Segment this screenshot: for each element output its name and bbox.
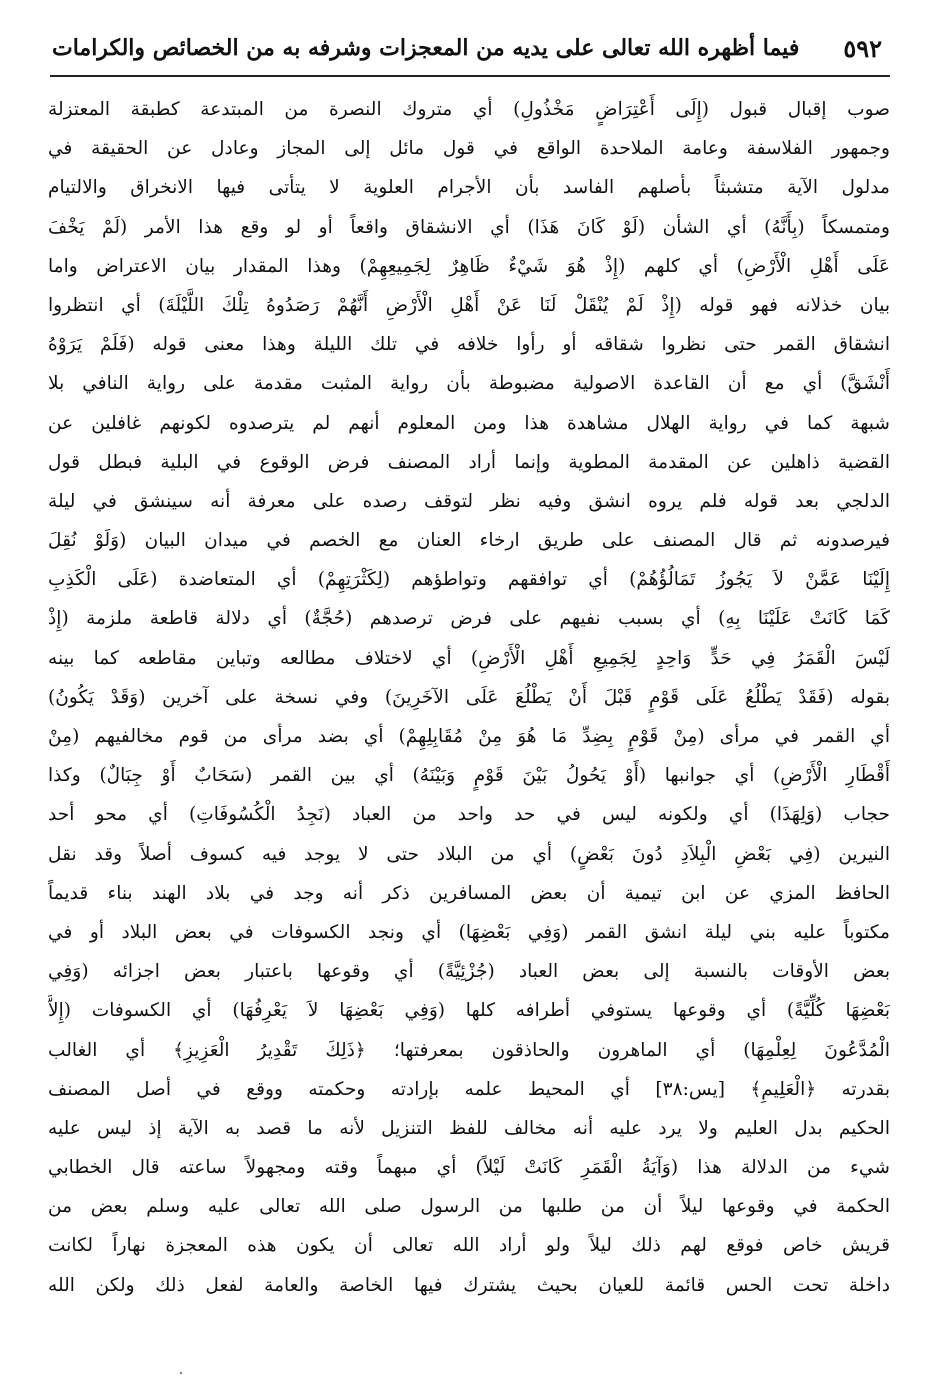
- text-line: [48, 795, 890, 834]
- text-line-content: النيرين (فِي بَعْضِ الْبِلاَدِ دُونَ بَعْضٍ) أي من البلاد حتى لا يوجد فيه كسوف أصلاً وقد نقل: [48, 843, 890, 865]
- text-line: [48, 1109, 890, 1148]
- text-line-content: مدلول الآية متشبثاً بأصلهم الفاسد بأن الأجرام العلوية لا يتأتى فيها الانخراق والالتيام: [48, 177, 890, 199]
- text-line: [48, 756, 890, 795]
- text-line-content: بعض الأوقات بالنسبة إلى بعض العباد (جُزْئِيَّةً) أي وقوعها باعتبار بعض اجزائه (وَفِي: [48, 961, 890, 983]
- scan-speck: [180, 1372, 182, 1374]
- text-line: [48, 129, 890, 168]
- text-line: [48, 325, 890, 364]
- text-line-content: أي القمر في مرأى (مِنْ قَوْمٍ بِضِدِّ مَا هُوَ مِنْ مُقَابِلِهِمْ) أي بضد مرأى من قوم مخالفيهم (مِنْ: [48, 726, 890, 747]
- text-line: [48, 639, 890, 678]
- text-line-content: مكتوباً عليه بني ليلة انشق القمر (وَفِي بَعْضِهَا) أي ونجد الكسوفات في بعض البلاد أو في: [48, 921, 890, 943]
- page-number: ٥٩٢: [843, 33, 882, 63]
- text-line: [48, 952, 890, 991]
- text-line: [48, 1226, 890, 1265]
- text-line-content: لَيْسَ الْقَمَرُ فِي حَدٍّ وَاحِدٍ لِجَمِيعِ أَهْلِ الْأَرْضِ) أي لاختلاف مطالعه وتباين مقاطعه كما بينه: [48, 647, 890, 669]
- text-line-content: الحافظ المزي عن ابن تيمية أن بعض المسافرين ذكر أنه وجد في بلاد الهند بناء قديماً: [48, 882, 890, 904]
- page-header: [52, 28, 882, 68]
- text-line-content: صوب إقبال قبول (إِلَى أَعْتِرَاضٍ مَخْذُولِ) أي متروك النصرة من المبتدعة كطبقة المعتزلة: [48, 99, 890, 120]
- text-line-content: عَلَى أَهْلِ الْأَرْضِ) أي كلهم (إِذْ هُوَ شَيْءٌ ظَاهِرٌ لِجَمِيعِهِمْ) وهذا المقدار بيان الاعتراض واما: [48, 255, 890, 277]
- text-line-content: شيء من الدلالة هذا (وَآيَةُ الْقَمَرِ كَانَتْ لَيْلاً) أي مبهماً وقته ومجهولاً ساعته قال الخطابي: [48, 1157, 890, 1179]
- text-line: [48, 1305, 890, 1344]
- main-text: [48, 90, 890, 1344]
- text-line-content: انشقاق القمر حتى نظروا شقاقه أو رأوا خلافه في تلك الليلة وهذا معنى قوله (فَلَمْ يَرَوْهُ: [48, 334, 890, 356]
- text-line: [48, 1070, 890, 1109]
- text-line: [48, 560, 890, 599]
- text-line: [48, 521, 890, 560]
- text-line: [48, 1266, 890, 1305]
- text-line-content: بيان خذلانه فهو قوله (إِذْ لَمْ يُنْقَلْ لَنَا عَنْ أَهْلِ الْأَرْضِ أَنَّهُمْ رَصَدُوهُ تِلْكَ اللَّيْلَةَ) أي انتظروا: [48, 294, 890, 316]
- text-line-content: شبهة كما في رواية الهلال مشاهدة هذا ومن المعلوم أنهم لم يترصدوه لكونهم غافلين عن: [48, 412, 890, 434]
- text-line: [48, 874, 890, 913]
- text-line: [48, 168, 890, 207]
- text-line-content: قريش خاص فوقع لهم ذلك ليلاً ولو أراد الله تعالى أن يكون هذه المعجزة نهاراً لكانت: [48, 1235, 890, 1257]
- text-line: [48, 1148, 890, 1187]
- text-line: [48, 835, 890, 874]
- text-line: [48, 599, 890, 638]
- text-line: [48, 364, 890, 403]
- text-line: [48, 90, 890, 129]
- text-line-content: ومتمسكاً (بِأَنَّهُ) أي الشأن (لَوْ كَانَ هَذَا) أي الانشقاق واقعاً أو لو وقع هذا الأمر (لَمْ يَخْفَ: [48, 216, 890, 238]
- text-line: [48, 404, 890, 443]
- text-line-content: فيرصدونه ثم قال المصنف على طريق ارخاء العنان مع الخصم في ميدان البيان (وَلَوْ نُقِلَ: [48, 530, 890, 552]
- text-line-content: بَعْضِهَا كُلِّيَّةً) أي وقوعها يستوفي أطرافه كلها (وَفِي بَعْضِهَا لاَ يَعْرِفُهَا) أي الكسوفات (إِلاَّ: [48, 1000, 890, 1022]
- text-line-content: كَمَا كَانَتْ عَلَيْنَا بِهِ) أي بسبب نفيهم على فرض ترصدهم (حُجَّةٌ) أي دلالة قاطعة ملزمة (إِذْ: [48, 608, 890, 630]
- text-line: [48, 247, 890, 286]
- text-line-content: داخلة تحت الحس قائمة للعيان بحيث يشترك فيها الخاصة والعامة لفعل ذلك ولكن الله: [48, 1274, 890, 1296]
- text-line-content: بقدرته ﴿الْعَلِيمِ﴾ [يس:٣٨] أي المحيط علمه بإرادته وحكمته ووقع في أصل المصنف: [48, 1078, 890, 1100]
- text-line-content: إِلَيْنَا عَمَّنْ لاَ يَجُوزُ تَمَالُؤُهُمْ) أي توافقهم وتواطؤهم (لِكَثْرَتِهِمْ) أي المتعاضدة (عَلَى الْكَذِبِ: [48, 569, 890, 591]
- running-title: فيما أظهره الله تعالى على يديه من المعجزات وشرفه به من الخصائص والكرامات: [52, 35, 800, 61]
- text-line-content: الْمُدَّعُونَ لِعِلْمِهَا) أي الماهرون والحاذقون بمعرفتها؛ ﴿ذَلِكَ تَقْدِيرُ الْعَزِيزِ﴾ أي الغالب: [48, 1039, 890, 1061]
- text-line-content: أَقْطَارِ الْأَرْضِ) أي جوانبها (أَوْ يَحُولُ بَيْنَ قَوْمٍ وَبَيْنَهُ) أي بين القمر (سَحَابٌ أَوْ جِبَالٌ) وكذا: [48, 765, 890, 787]
- text-line-content: حجاب (وَلِهَذَا) أي ولكونه ليس في حد واحد من العباد (نَجِدُ الْكُسُوفَاتِ) أي محو أحد: [48, 804, 890, 826]
- text-line: [48, 991, 890, 1030]
- text-line-content: الحكمة في وقوعها ليلاً أن من طلبها من الرسول صلى الله تعالى عليه وسلم بعض من: [48, 1196, 890, 1218]
- text-line-content: الحكيم بدل العليم ولا يرد عليه أنه مخالف للفظ التنزيل لأنه ما قصد به الآية إذ ليس عليه: [48, 1117, 890, 1139]
- text-line: [48, 913, 890, 952]
- text-line: [48, 286, 890, 325]
- text-line-content: القضية ذاهلين عن المقدمة المطوية وإنما أراد المصنف فرض الوقوع في البلية فبطل قول: [48, 451, 890, 473]
- text-line: [48, 1031, 890, 1070]
- text-line-content: أَنْشَقَّ) أي مع أن القاعدة الاصولية مضبوطة بأن رواية المثبت مقدمة على رواية النافي بلا: [48, 373, 890, 395]
- text-line-content: الدلجي بعد قوله فلم يروه انشق وفيه نظر لتوقف رصده على معرفة أنه سينشق في ليلة: [48, 490, 890, 512]
- text-line-content: بقوله (فَقَدْ يَطْلُعُ عَلَى قَوْمٍ قَبْلَ أَنْ يَطْلُعَ عَلَى الآخَرِينَ) وفي نسخة على آخرين (وَقَدْ يَكُونُ): [48, 686, 890, 708]
- text-line-content: وجمهور الفلاسفة وعامة الملاحدة الواقع في قول مائل إلى المجاز وعادل عن الحقيقة في: [48, 138, 890, 160]
- header-divider: [50, 75, 890, 77]
- text-line: [48, 443, 890, 482]
- text-line: [48, 482, 890, 521]
- text-line: [48, 208, 890, 247]
- text-line: [48, 1187, 890, 1226]
- text-line: [48, 678, 890, 717]
- text-line: [48, 717, 890, 756]
